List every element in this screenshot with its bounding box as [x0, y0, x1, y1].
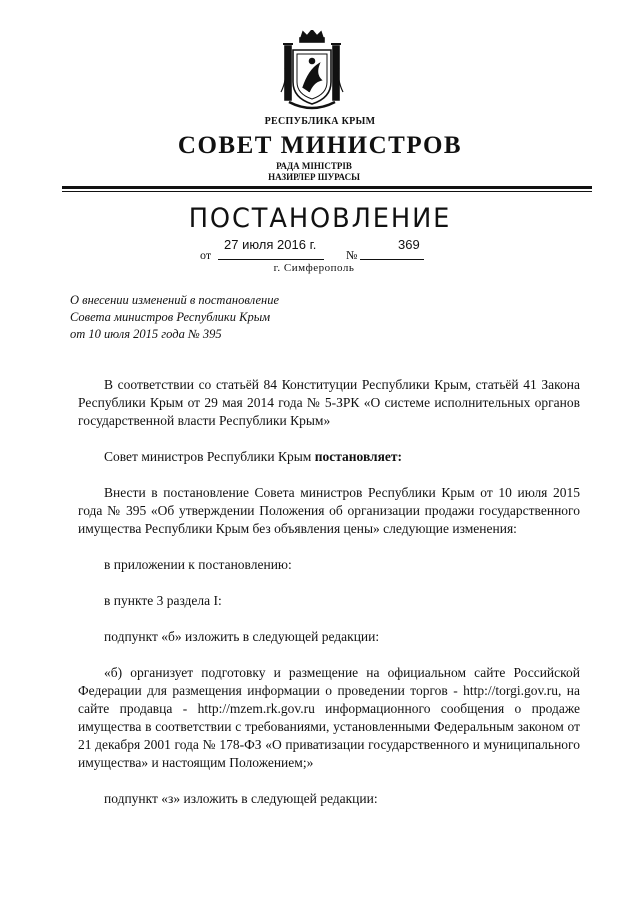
- council-name: СОВЕТ МИНИСТРОВ: [177, 132, 463, 159]
- document-city: г. Симферополь: [273, 262, 355, 274]
- subject-line-1: О внесении изменений в постановление: [70, 293, 280, 307]
- document-subject: [70, 292, 279, 343]
- body-paragraph-1: В соответствии со статьёй 84 Конституции Республики Крым, статьёй 41 Закона Республики Крым от 29 мая 2014 года № 5-ЗРК «О системе исполнительных органов государственной власти Республики Крым»: [78, 377, 580, 428]
- date-underline: [218, 259, 324, 260]
- body-paragraph-5: в пункте 3 раздела I:: [104, 593, 222, 608]
- document-date: 27 июля 2016 г.: [224, 237, 317, 252]
- body-paragraph-6: подпункт «б» изложить в следующей редакции:: [104, 629, 380, 644]
- body-paragraph-8: подпункт «з» изложить в следующей редакции:: [104, 791, 378, 806]
- date-number-line: [200, 237, 440, 261]
- document-type-title: ПОСТАНОВЛЕНИЕ: [188, 203, 452, 234]
- number-underline: [360, 259, 424, 260]
- body-paragraph-3: Внести в постановление Совета министров Республики Крым от 10 июля 2015 года № 395 «Об утверждении Положения об организации продажи государственного имущества Республики Крым без объявления цены» следующие изменения:: [78, 485, 580, 536]
- council-name-ukrainian: РАДА МІНІСТРІВ: [276, 161, 352, 171]
- subject-line-2: Совета министров Республики Крым: [70, 310, 271, 324]
- resolution-verb: постановляет:: [314, 449, 403, 464]
- date-prefix: от: [200, 248, 212, 262]
- council-name-crimean-tatar: НАЗИРЛЕР ШУРАСЫ: [268, 172, 360, 182]
- document-body: [78, 376, 580, 808]
- body-paragraph-2: [78, 448, 580, 466]
- header-divider-thick: [62, 186, 592, 189]
- document-number: 369: [398, 237, 420, 252]
- body-paragraph-4: в приложении к постановлению:: [104, 557, 292, 572]
- number-prefix: №: [346, 248, 358, 262]
- body-paragraph-7: «б) организует подготовку и размещение на официальном сайте Российской Федерации для размещения информации о проведении торгов - http://torgi.gov.ru, на сайте продавца - http://mzem.rk.gov.ru информационного сообщения о продаже имущества в соответствии с требованиями, установленными Федеральным законом от 21 декабря 2001 года № 178-ФЗ «О приватизации государственного и муниципального имущества» и настоящим Положением;»: [78, 665, 580, 770]
- crimea-coat-of-arms-icon: [279, 30, 345, 112]
- republic-name: РЕСПУБЛИКА КРЫМ: [264, 116, 376, 127]
- header-divider-thin: [62, 191, 592, 192]
- subject-line-3: от 10 июля 2015 года № 395: [70, 327, 222, 341]
- resolution-preamble: Совет министров Республики Крым: [104, 449, 315, 464]
